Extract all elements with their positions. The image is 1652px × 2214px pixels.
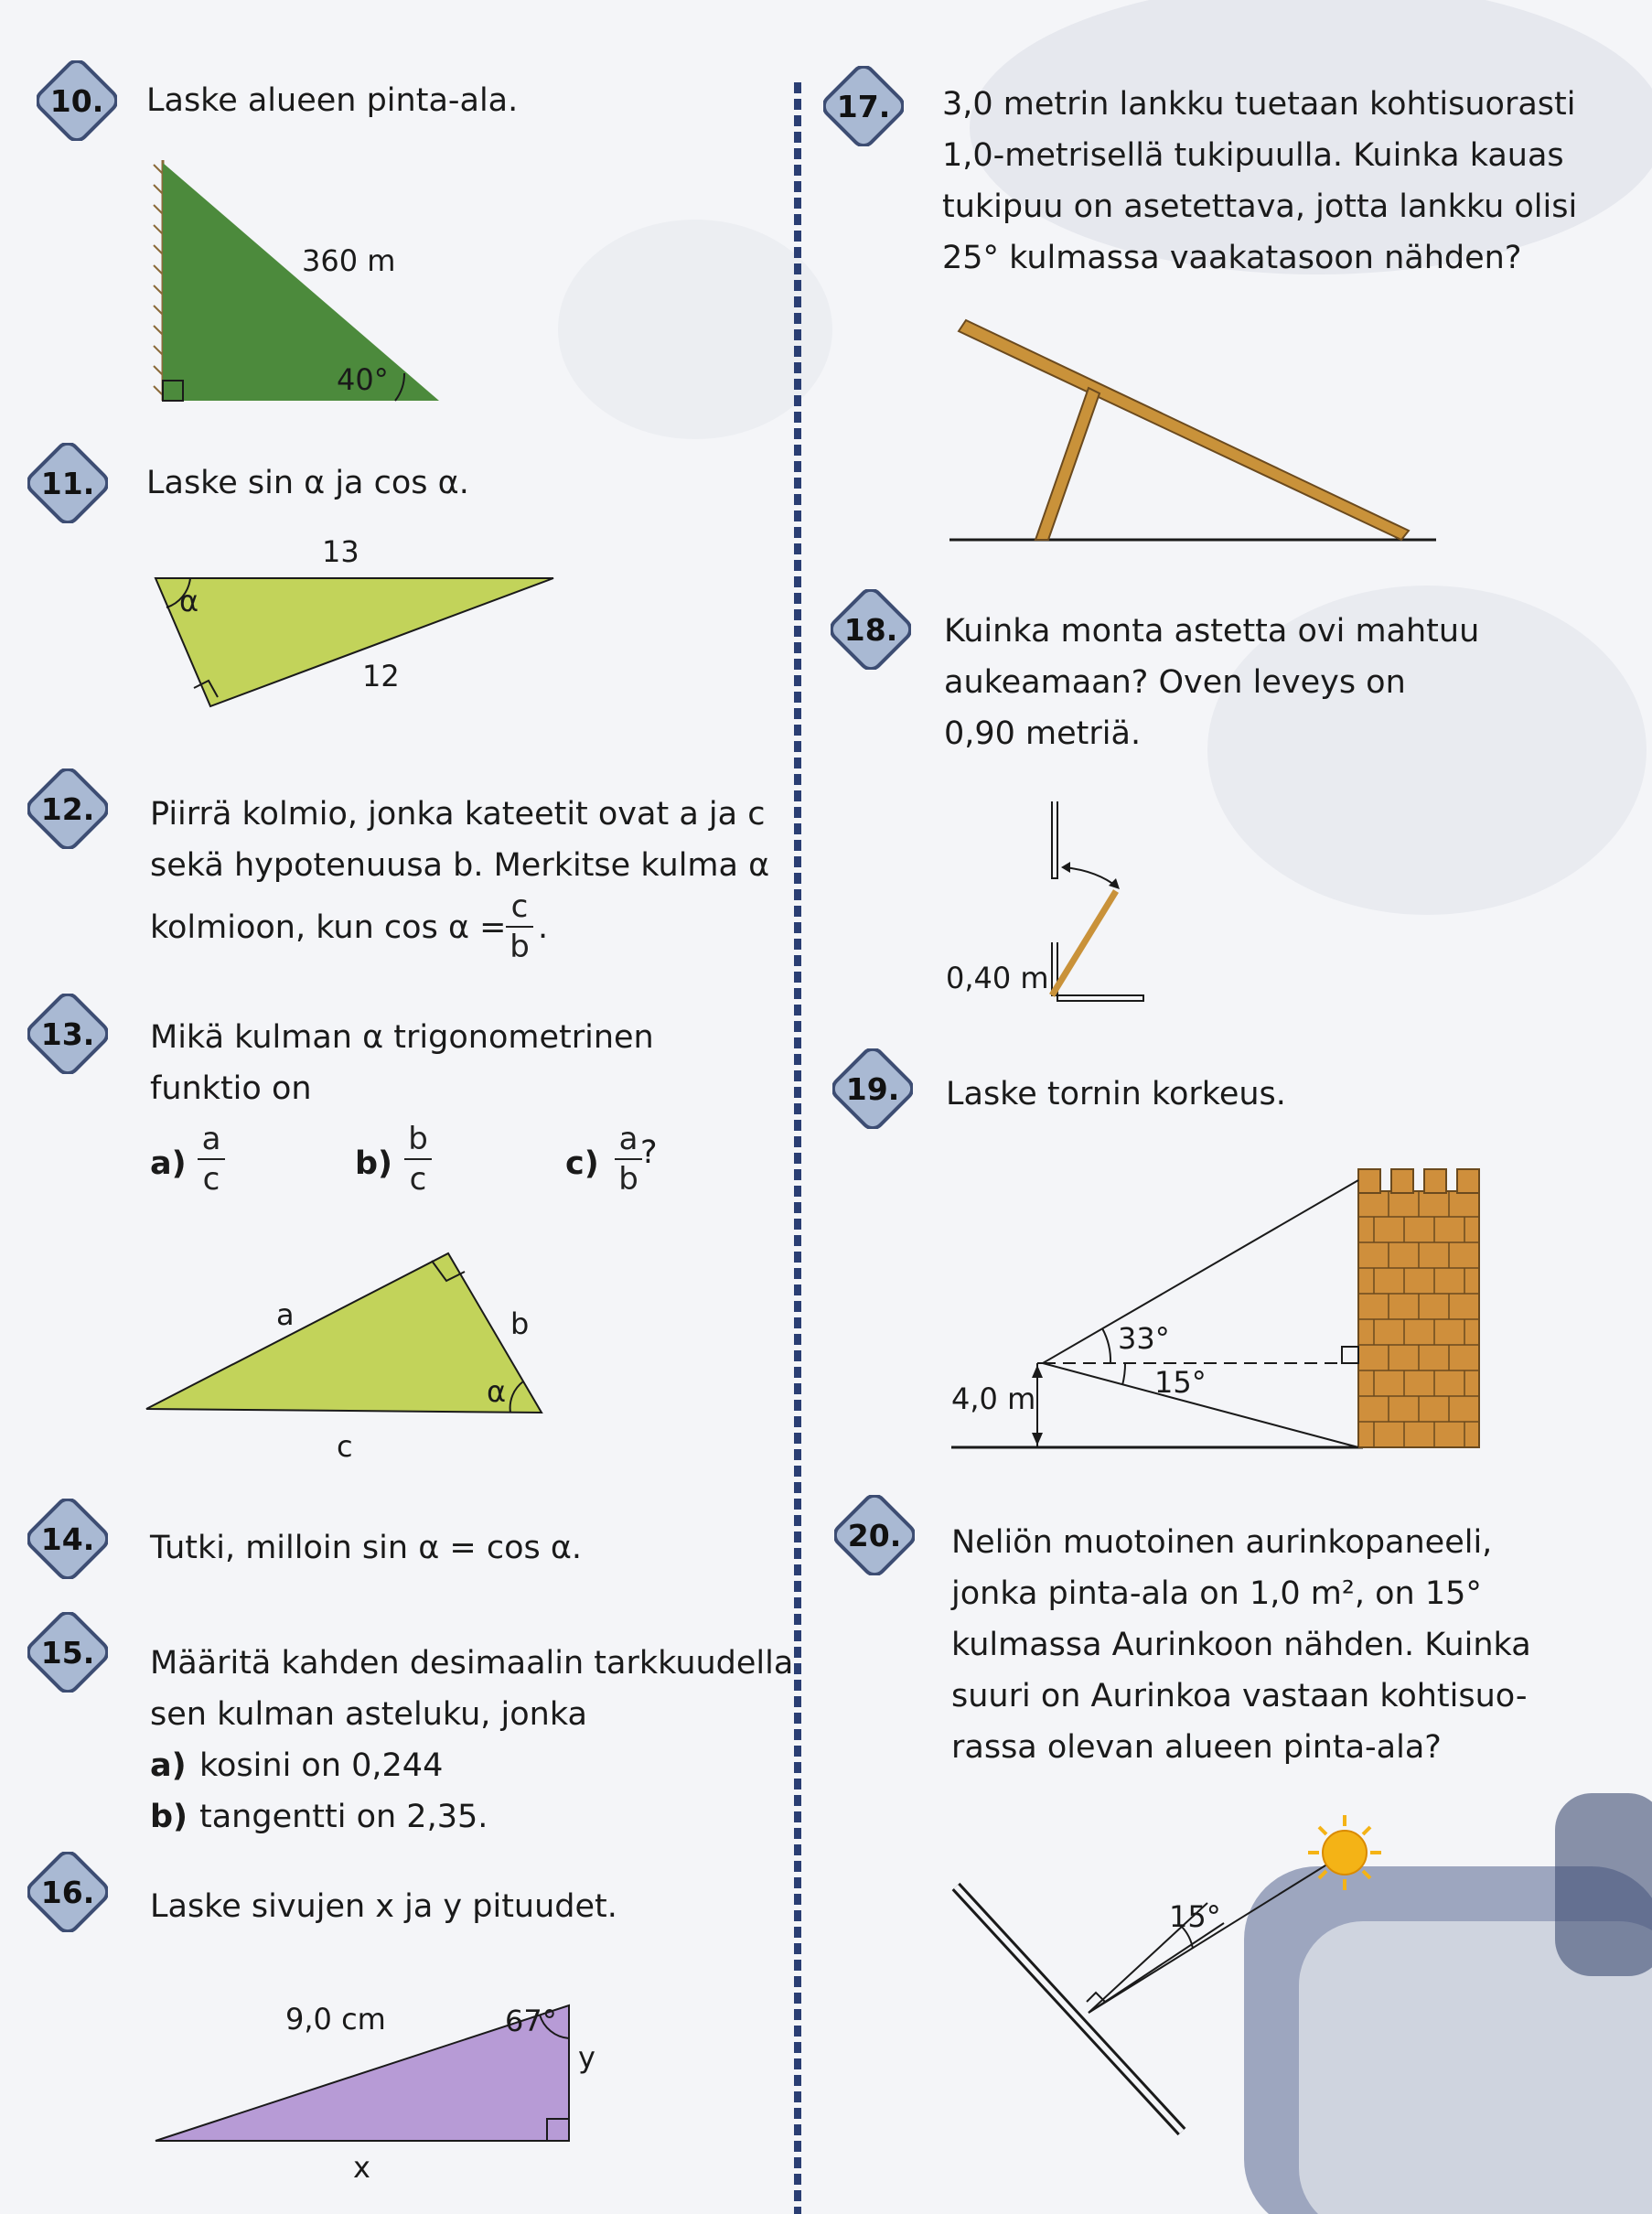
task-17-line-2: 1,0-metrisellä tukipuulla. Kuinka kauas xyxy=(942,137,1564,174)
task-20-line-5: rassa olevan alueen pinta-ala? xyxy=(951,1729,1442,1766)
option-b-label: b) xyxy=(355,1145,393,1182)
side-label-13: 13 xyxy=(322,534,359,569)
numerator: a xyxy=(201,1121,221,1157)
fraction-c-over-b xyxy=(506,889,533,964)
task-number-badge xyxy=(831,589,911,670)
numerator: b xyxy=(408,1121,428,1157)
task-number-badge xyxy=(37,60,117,141)
column-divider xyxy=(794,82,801,2214)
item-b-text: tangentti on 2,35. xyxy=(199,1799,488,1835)
task-20-line-1: Neliön muotoinen aurinkopaneeli, xyxy=(951,1524,1493,1561)
hypotenuse-label: 360 m xyxy=(302,243,396,278)
task-10-figure xyxy=(137,156,467,412)
item-a-text: kosini on 0,244 xyxy=(199,1747,444,1784)
task-20-line-3: kulmassa Aurinkoon nähden. Kuinka xyxy=(951,1627,1531,1663)
denominator: c xyxy=(409,1161,427,1198)
task-20-line-4: suuri on Aurinkoa vastaan kohtisuo- xyxy=(951,1678,1528,1714)
side-label-x: x xyxy=(353,2150,370,2185)
task-13-line-2: funktio on xyxy=(150,1070,312,1107)
angle-label: α xyxy=(179,584,199,618)
height-label: 4,0 m xyxy=(951,1381,1036,1416)
task-18-line-3: 0,90 metriä. xyxy=(944,715,1142,752)
option-a-label: a) xyxy=(150,1145,187,1182)
task-number: 14. xyxy=(40,1521,95,1557)
item-b-label: b) xyxy=(150,1799,188,1835)
angle-label-15: 15° xyxy=(1169,1899,1221,1934)
task-number-badge xyxy=(834,1495,915,1575)
task-19-figure xyxy=(942,1153,1491,1464)
task-number-badge xyxy=(27,1852,108,1932)
task-17-figure xyxy=(942,311,1454,549)
task-number-badge xyxy=(27,994,108,1074)
angle-label: 40° xyxy=(337,362,389,397)
angle-label-33: 33° xyxy=(1118,1321,1170,1356)
task-number: 13. xyxy=(40,1016,95,1052)
task-number-badge xyxy=(27,768,108,849)
task-16-text: Laske sivujen x ja y pituudet. xyxy=(150,1888,617,1925)
task-12-line-3: kolmioon, kun cos α = xyxy=(150,909,507,946)
option-c-label: c) xyxy=(565,1145,599,1182)
task-13-line-1: Mikä kulman α trigonometrinen xyxy=(150,1019,654,1056)
side-label-c: c xyxy=(337,1429,353,1464)
denominator: b xyxy=(618,1161,638,1198)
task-20-figure xyxy=(942,1811,1418,2159)
side-label-b: b xyxy=(510,1306,530,1341)
task-19-text: Laske tornin korkeus. xyxy=(946,1076,1286,1112)
task-number: 11. xyxy=(40,465,95,501)
angle-label: 67° xyxy=(505,2004,557,2038)
task-18-line-2: aukeamaan? Oven leveys on xyxy=(944,664,1406,701)
denominator: c xyxy=(202,1161,220,1198)
task-number: 15. xyxy=(40,1634,95,1671)
task-14-text: Tutki, milloin sin α = cos α. xyxy=(150,1530,583,1566)
task-15-line-1: Määritä kahden desimaalin tarkkuudella xyxy=(150,1645,794,1682)
item-a-label: a) xyxy=(150,1747,187,1784)
task-18-line-1: Kuinka monta astetta ovi mahtuu xyxy=(944,613,1480,650)
task-11-text: Laske sin α ja cos α. xyxy=(146,465,469,501)
task-number: 19. xyxy=(845,1070,900,1107)
numerator: a xyxy=(618,1121,638,1157)
task-number: 20. xyxy=(847,1517,902,1553)
side-label-12: 12 xyxy=(362,659,400,693)
task-number: 18. xyxy=(843,611,898,648)
task-number-badge xyxy=(27,1499,108,1579)
task-20-line-2: jonka pinta-ala on 1,0 m², on 15° xyxy=(951,1575,1482,1612)
fraction-a-over-c xyxy=(198,1122,225,1197)
task-number-badge xyxy=(832,1048,913,1129)
period: . xyxy=(538,909,549,946)
gap-label: 0,40 m xyxy=(946,961,1049,995)
task-number: 12. xyxy=(40,790,95,827)
task-12-line-1: Piirrä kolmio, jonka kateetit ovat a ja c xyxy=(150,796,766,833)
side-label-a: a xyxy=(276,1297,295,1332)
fraction-b-over-c xyxy=(404,1122,432,1197)
angle-label-15: 15° xyxy=(1154,1365,1207,1400)
task-17-line-1: 3,0 metrin lankku tuetaan kohtisuorasti xyxy=(942,86,1576,123)
task-number-badge xyxy=(823,66,904,146)
task-12-line-2: sekä hypotenuusa b. Merkitse kulma α xyxy=(150,847,770,884)
angle-label: α xyxy=(487,1374,507,1409)
task-number: 10. xyxy=(49,82,104,119)
task-17-line-4: 25° kulmassa vaakatasoon nähden? xyxy=(942,240,1522,276)
task-number-badge xyxy=(27,1612,108,1693)
task-17-line-3: tukipuu on asetettava, jotta lankku olisi xyxy=(942,188,1578,225)
numerator: c xyxy=(510,888,529,925)
denominator: b xyxy=(510,929,530,965)
task-18-figure xyxy=(1034,796,1162,1016)
task-15-line-2: sen kulman asteluku, jonka xyxy=(150,1696,587,1733)
task-number-badge xyxy=(27,443,108,523)
fraction-a-over-b xyxy=(615,1122,642,1197)
question-mark: ? xyxy=(640,1134,658,1171)
sun-icon xyxy=(1308,1815,1381,1890)
hypotenuse-label: 9,0 cm xyxy=(285,2002,386,2037)
task-number: 17. xyxy=(836,88,891,124)
task-10-text: Laske alueen pinta-ala. xyxy=(146,82,519,119)
task-11-figure xyxy=(146,567,567,714)
task-number: 16. xyxy=(40,1874,95,1910)
side-label-y: y xyxy=(578,2040,595,2075)
